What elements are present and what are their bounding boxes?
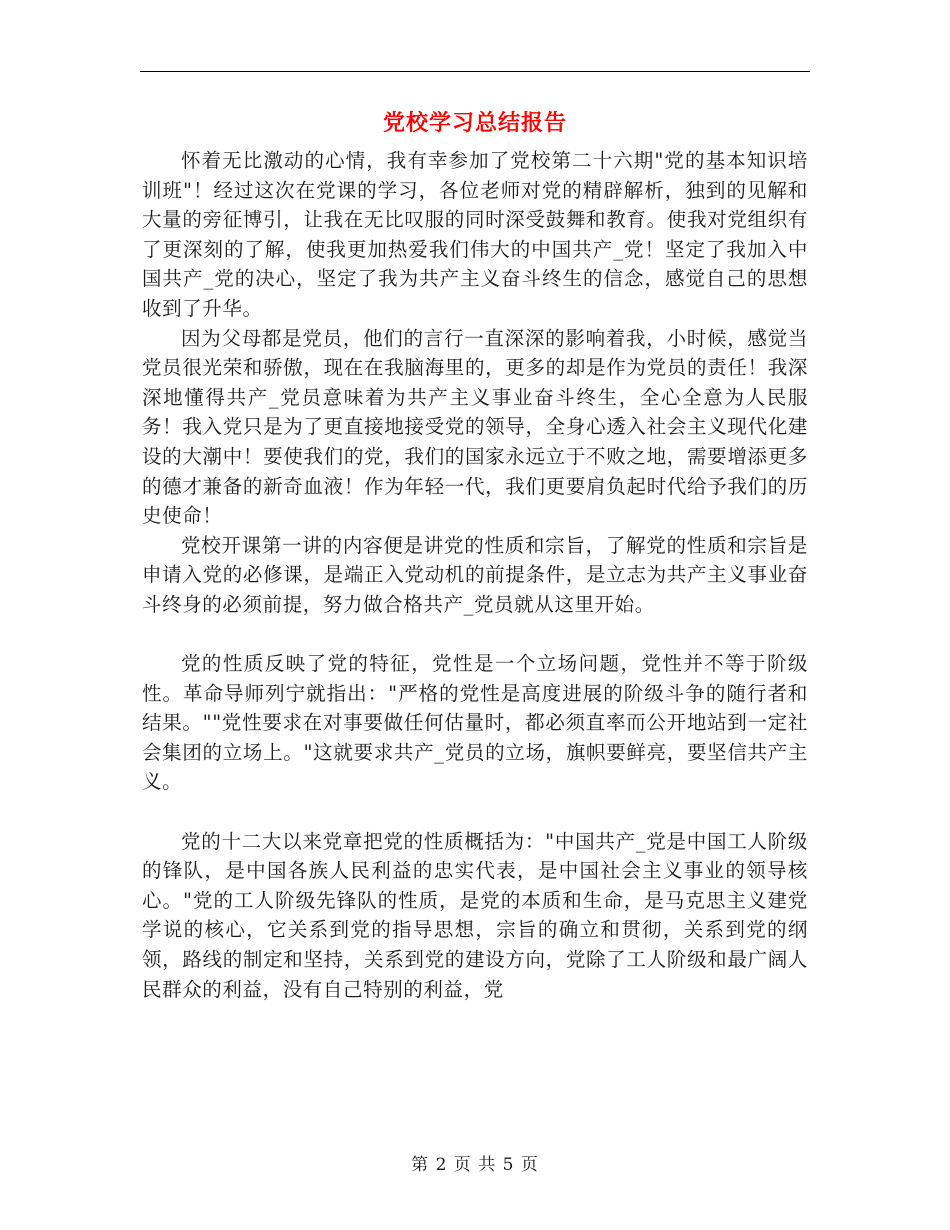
document-title: 党校学习总结报告 bbox=[382, 111, 567, 136]
paragraph-3: 党校开课第一讲的内容便是讲党的性质和宗旨，了解党的性质和宗旨是申请入党的必修课，是端正入党动机的前提条件，是立志为共产主义事业奋斗终身的必须前提，努力做合格共产_党员就从这里开始。 bbox=[142, 533, 808, 616]
paragraph-5: 党的十二大以来党章把党的性质概括为："中国共产_党是中国工人阶级的锋队，是中国各族人民利益的忠实代表，是中国社会主义事业的领导核心。"党的工人阶级先锋队的性质，是党的本质和生命，是马克思主义建党学说的核心，它关系到党的指导思想，宗旨的确立和贯彻，关系到党的纲领，路线的制定和坚持，关系到党的建设方向，党除了工人阶级和最广阔人民群众的利益，没有自己特别的利益，党 bbox=[142, 829, 808, 1001]
paragraph-2: 因为父母都是党员，他们的言行一直深深的影响着我，小时候，感觉当党员很光荣和骄傲，现在在我脑海里的，更多的却是作为党员的责任！我深深地懂得共产_党员意味着为共产主义事业奋斗终生，全心全意为人民服务！我入党只是为了更直接地接受党的领导，全身心透入社会主义现代化建设的大潮中！要使我们的党，我们的国家永远立于不败之地，需要增添更多的德才兼备的新奇血液！作为年轻一代，我们更要肩负起时代给予我们的历史使命！ bbox=[142, 326, 808, 528]
page-footer: 第 2 页 共 5 页 bbox=[411, 1155, 539, 1175]
paragraph-4: 党的性质反映了党的特征，党性是一个立场问题，党性并不等于阶级性。革命导师列宁就指出："严格的党性是高度进展的阶级斗争的随行者和结果。""党性要求在对事要做任何估量时，都必须直率而公开地站到一定社会集团的立场上。"这就要求共产_党员的立场，旗帜要鲜亮，要坚信共产主义。 bbox=[142, 652, 808, 794]
header-rule bbox=[140, 71, 810, 72]
paragraph-1: 怀着无比激动的心情，我有幸参加了党校第二十六期"党的基本知识培训班"！经过这次在党课的学习，各位老师对党的精辟解析，独到的见解和大量的旁征博引，让我在无比叹服的同时深受鼓舞和教育。使我对党组织有了更深刻的了解，使我更加热爱我们伟大的中国共产_党！坚定了我加入中国共产_党的决心，坚定了我为共产主义奋斗终生的信念，感觉自己的思想收到了升华。 bbox=[142, 149, 808, 320]
document-body bbox=[142, 146, 808, 1004]
